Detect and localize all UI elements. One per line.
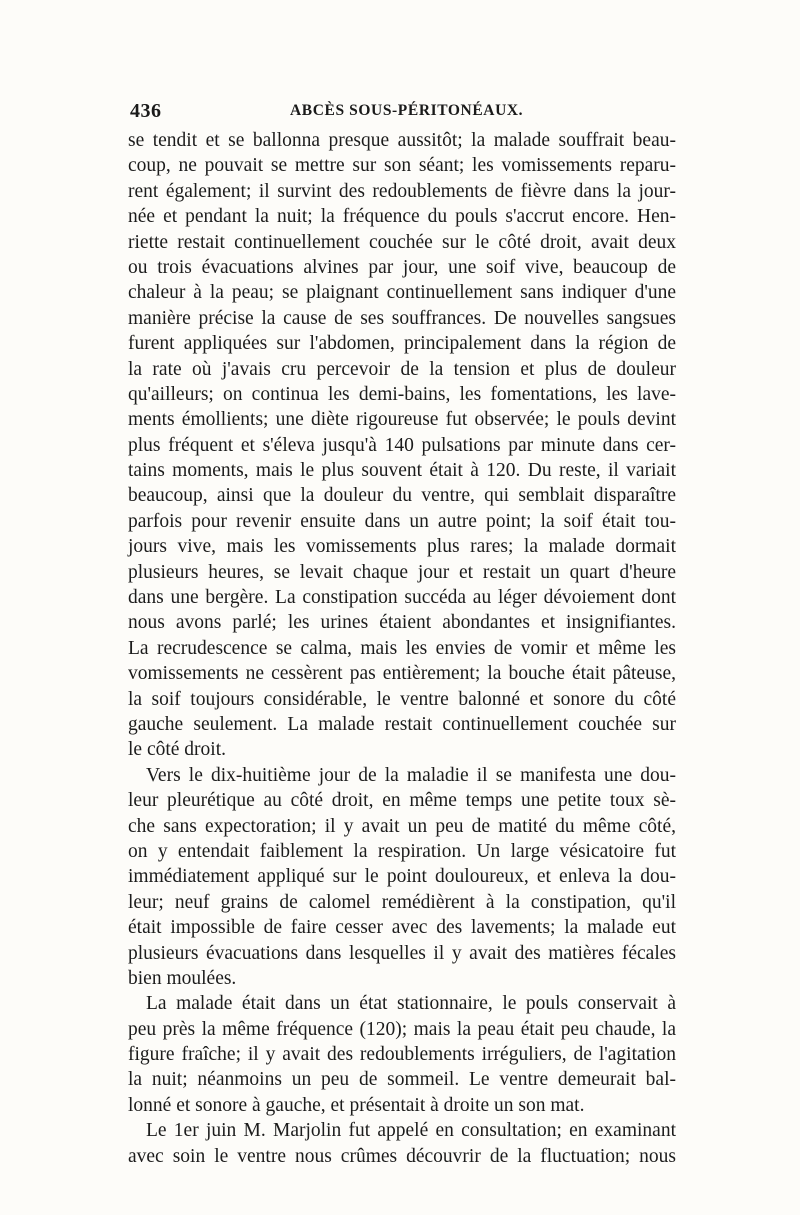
text-line: se tendit et se ballonna presque aussitôt; la malade souffrait beau- [128, 130, 676, 151]
text-line: plusieurs heures, se levait chaque jour et restait un quart d'heure [128, 561, 676, 583]
text-line: on y entendait faiblement la respiration. Un large vésicatoire fut [128, 840, 676, 862]
text-line: la soif toujours considérable, le ventre balonné et sonore du côté [128, 688, 676, 710]
text-line: manière précise la cause de ses souffrances. De nouvelles sangsues [128, 307, 676, 329]
text-line: peu près la même fréquence (120); mais la peau était peu chaude, la [128, 1018, 676, 1040]
text-line: ments émollients; une diète rigoureuse fut observée; le pouls devint [128, 409, 676, 431]
text-line: était impossible de faire cesser avec des lavements; la malade eut [128, 917, 676, 939]
text-line: jours vive, mais les vomissements plus rares; la malade dormait [128, 536, 676, 558]
text-line: La malade était dans un état stationnaire, le pouls conservait à [146, 993, 676, 1015]
text-line: avec soin le ventre nous crûmes découvrir de la fluctuation; nous [128, 1145, 676, 1167]
text-line: la rate où j'avais cru percevoir de la tension et plus de douleur [128, 358, 676, 380]
text-line: Le 1er juin M. Marjolin fut appelé en consultation; en examinant [146, 1120, 676, 1142]
page-number: 436 [130, 100, 162, 122]
text-line: La recrudescence se calma, mais les envies de vomir et même les [128, 637, 676, 659]
text-line: che sans expectoration; il y avait un peu de matité du même côté, [128, 815, 676, 837]
text-line: nous avons parlé; les urines étaient abondantes et insignifiantes. [128, 612, 676, 634]
page-header [130, 100, 675, 124]
running-title: ABCÈS SOUS-PÉRITONÉAUX. [290, 102, 524, 119]
text-line: leur pleurétique au côté droit, en même temps une petite toux sè- [128, 790, 676, 812]
text-line: immédiatement appliqué sur le point douloureux, et enleva la dou- [128, 866, 676, 888]
text-line: dans une bergère. La constipation succéda au léger dévoiement dont [128, 587, 676, 609]
text-line: Vers le dix-huitième jour de la maladie il se manifesta une dou- [146, 764, 676, 786]
text-line: riette restait continuellement couchée sur le côté droit, avait deux [128, 231, 676, 253]
text-line: parfois pour revenir ensuite dans un autre point; la soif était tou- [128, 510, 676, 532]
text-line: la nuit; néanmoins un peu de sommeil. Le ventre demeurait bal- [128, 1069, 676, 1091]
body-text [128, 128, 676, 1169]
text-line: plusieurs évacuations dans lesquelles il y avait des matières fécales [128, 942, 676, 964]
text-line: leur; neuf grains de calomel remédièrent à la constipation, qu'il [128, 891, 676, 913]
text-line: gauche seulement. La malade restait continuellement couchée sur [128, 713, 676, 735]
text-line: bien moulées. [128, 967, 237, 989]
text-line: furent appliquées sur l'abdomen, principalement dans la région de [128, 333, 676, 355]
text-line: figure fraîche; il y avait des redoublements irréguliers, de l'agitation [128, 1044, 676, 1066]
text-line: née et pendant la nuit; la fréquence du pouls s'accrut encore. Hen- [128, 206, 676, 228]
text-line: plus fréquent et s'éleva jusqu'à 140 pulsations par minute dans cer- [128, 434, 676, 456]
text-line: ou trois évacuations alvines par jour, une soif vive, beaucoup de [128, 256, 676, 278]
text-line: rent également; il survint des redoublements de fièvre dans la jour- [128, 180, 676, 202]
text-line: lonné et sonore à gauche, et présentait à droite un son mat. [128, 1094, 585, 1116]
text-line: qu'ailleurs; on continua les demi-bains, les fomentations, les lave- [128, 383, 676, 405]
text-line: coup, ne pouvait se mettre sur son séant; les vomissements reparu- [128, 155, 676, 177]
text-line: tains moments, mais le plus souvent était à 120. Du reste, il variait [128, 460, 676, 482]
text-line: beaucoup, ainsi que la douleur du ventre, qui semblait disparaître [128, 485, 676, 507]
text-line: le côté droit. [128, 739, 227, 761]
text-line: vomissements ne cessèrent pas entièrement; la bouche était pâteuse, [128, 663, 676, 685]
text-line: chaleur à la peau; se plaignant continuellement sans indiquer d'une [128, 282, 676, 304]
